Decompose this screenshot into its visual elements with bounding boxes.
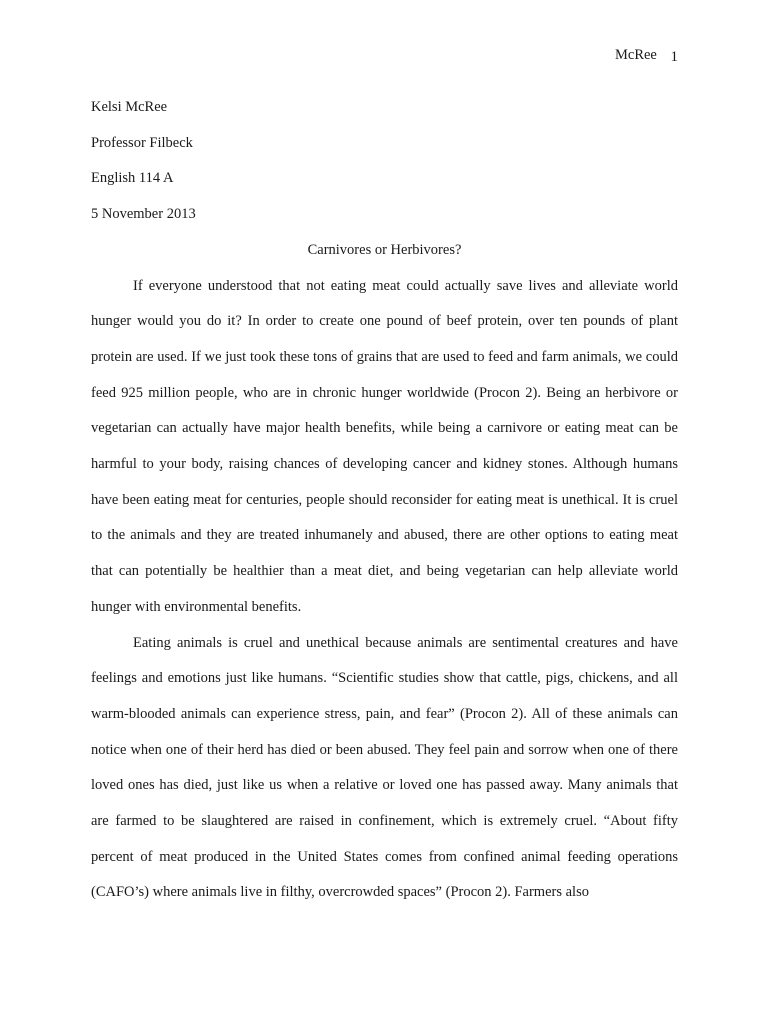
document-body [91, 90, 678, 911]
running-header [615, 44, 678, 66]
essay-title: Carnivores or Herbivores? [307, 241, 462, 258]
professor-name: Professor Filbeck [91, 134, 193, 151]
essay-date: 5 November 2013 [91, 206, 196, 223]
course-name: English 114 A [91, 170, 174, 187]
paragraph-body-1: Eating animals is cruel and unethical because animals are sentimental creatures and have feelings and emotions just like humans. “Scientific studies show that cattle, pigs, chickens, and all warm-blooded animals can experience stress, pain, and fear” (Procon 2). All of these animals can notice when one of their herd has died or been abused. They feel pain and sorrow when one of there loved ones has died, just like us when a relative or loved one has passed away. Many animals that are farmed to be slaughtered are raised in confinement, which is extremely cruel. “About fifty percent of meat produced in the United States comes from confined animal feeding operations (CAFO’s) where animals live in filthy, overcrowded spaces” (Procon 2). Farmers also [91, 634, 678, 901]
paragraph-intro: If everyone understood that not eating meat could actually save lives and alleviate world hunger would you do it? In order to create one pound of beef protein, over ten pounds of plant protein are used. If we just took these tons of grains that are used to feed and farm animals, we could feed 925 million people, who are in chronic hunger worldwide (Procon 2). Being an herbivore or vegetarian can actually have major health benefits, while being a carnivore or eating meat can be harmful to your body, raising chances of developing cancer and kidney stones. Although humans have been eating meat for centuries, people should reconsider for eating meat is unethical. It is cruel to the animals and they are treated inhumanely and abused, there are other options to eating meat that can potentially be healthier than a meat diet, and being vegetarian can help alleviate world hunger with environmental benefits. [91, 277, 678, 615]
running-head-name: McRee [615, 47, 657, 63]
page-number: 1 [670, 49, 678, 65]
author-name: Kelsi McRee [91, 99, 168, 115]
